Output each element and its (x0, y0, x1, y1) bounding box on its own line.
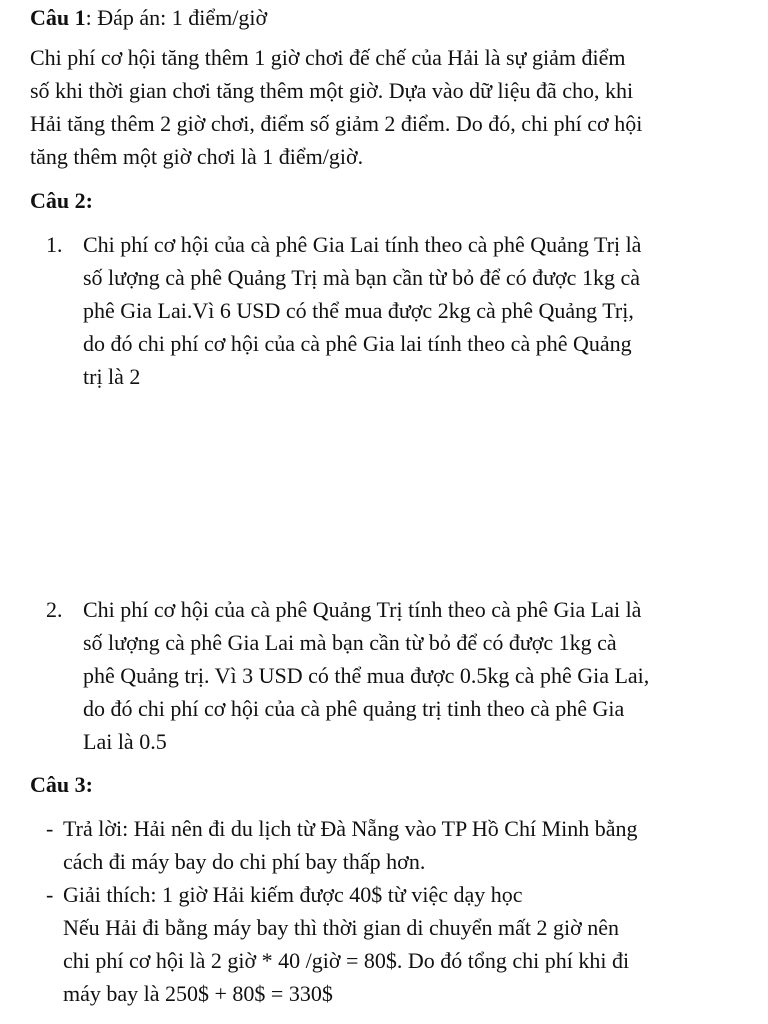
list-line: chi phí cơ hội là 2 giờ * 40 /giờ = 80$. Do đó tổng chi phí khi đi (63, 948, 630, 973)
list-line: Trả lời: Hải nên đi du lịch từ Đà Nẵng vào TP Hồ Chí Minh bằng (63, 816, 638, 841)
list-line: do đó chi phí cơ hội của cà phê Gia lai tính theo cà phê Quảng (83, 331, 632, 356)
list-line: trị là 2 (83, 364, 141, 389)
question-3-explanation (46, 878, 746, 1010)
dash-bullet: - (46, 816, 54, 841)
list-line: số lượng cà phê Gia Lai mà bạn cần từ bỏ để có được 1kg cà (83, 630, 617, 655)
question-2-item-1 (46, 228, 746, 393)
paragraph-line: Chi phí cơ hội tăng thêm 1 giờ chơi đế chế của Hải là sự giảm điểm (30, 45, 626, 70)
list-line: số lượng cà phê Quảng Trị mà bạn cần từ bỏ để có được 1kg cà (83, 265, 640, 290)
question-3-heading (30, 768, 745, 801)
question-1-label: Câu 1 (30, 5, 86, 30)
list-number: 2. (46, 597, 63, 622)
question-1-answer: : Đáp án: 1 điểm/giờ (85, 5, 268, 30)
list-line: Giải thích: 1 giờ Hải kiếm được 40$ từ việc dạy học (63, 882, 523, 907)
question-2-item-2 (46, 593, 746, 758)
paragraph-line: tăng thêm một giờ chơi là 1 điểm/giờ. (30, 144, 364, 169)
list-line: do đó chi phí cơ hội của cà phê quảng trị tinh theo cà phê Gia (83, 696, 625, 721)
question-3-answer (46, 812, 746, 878)
question-2-label: Câu 2: (30, 188, 93, 213)
dash-bullet: - (46, 882, 54, 907)
question-2-heading (30, 184, 745, 217)
question-1-paragraph (30, 41, 745, 173)
list-line: phê Gia Lai.Vì 6 USD có thể mua được 2kg cà phê Quảng Trị, (83, 298, 634, 323)
list-line: máy bay là 250$ + 80$ = 330$ (63, 981, 333, 1006)
paragraph-line: số khi thời gian chơi tăng thêm một giờ. Dựa vào dữ liệu đã cho, khi (30, 78, 634, 103)
list-line: phê Quảng trị. Vì 3 USD có thể mua được 0.5kg cà phê Gia Lai, (83, 663, 650, 688)
list-number: 1. (46, 232, 63, 257)
list-line: Chi phí cơ hội của cà phê Quảng Trị tính theo cà phê Gia Lai là (83, 597, 642, 622)
question-3-label: Câu 3: (30, 772, 93, 797)
list-line: cách đi máy bay do chi phí bay thấp hơn. (63, 849, 426, 874)
list-line: Nếu Hải đi bằng máy bay thì thời gian di chuyển mất 2 giờ nên (63, 915, 620, 940)
list-line: Lai là 0.5 (83, 729, 167, 754)
paragraph-line: Hải tăng thêm 2 giờ chơi, điểm số giảm 2 điểm. Do đó, chi phí cơ hội (30, 111, 643, 136)
list-line: Chi phí cơ hội của cà phê Gia Lai tính theo cà phê Quảng Trị là (83, 232, 642, 257)
question-1-heading (30, 1, 745, 34)
